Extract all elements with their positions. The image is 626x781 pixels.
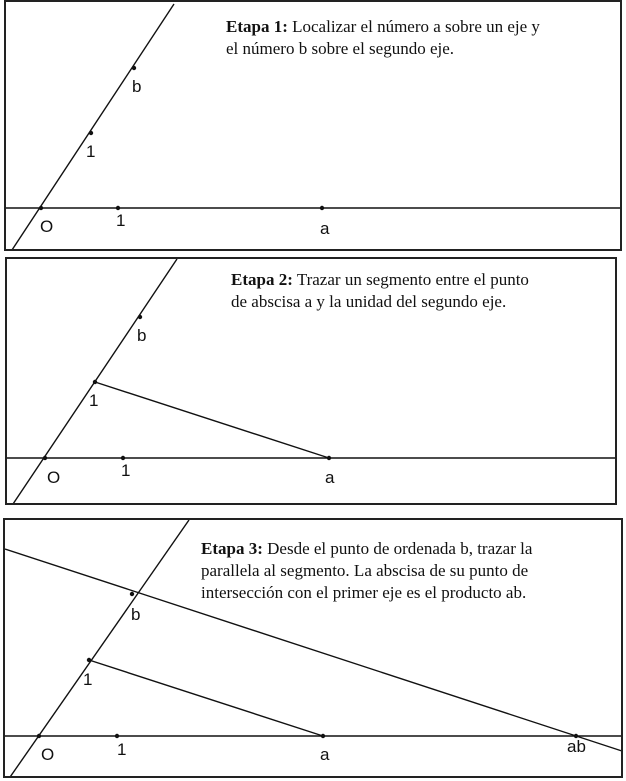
caption-line: parallela al segmento. La abscisa de su punto de [201, 561, 529, 580]
caption-line: Desde el punto de ordenada b, trazar la [262, 539, 533, 558]
point-a [320, 206, 324, 210]
caption-line: intersección con el primer eje es el producto ab. [201, 583, 527, 602]
step-1-panel [4, 0, 622, 251]
unit-point-y [89, 131, 93, 135]
b-label: b [131, 605, 141, 624]
a-label: a [320, 745, 330, 764]
origin-point [39, 206, 43, 210]
a-label: a [320, 219, 330, 238]
unit-x-label: 1 [117, 740, 127, 759]
origin-label: O [47, 468, 61, 487]
unit-y-label: 1 [86, 142, 96, 161]
segment-a-to-unit [89, 660, 323, 736]
step-1-caption [226, 16, 616, 60]
unit-point-y [87, 658, 91, 662]
second-axis [10, 4, 174, 251]
unit-point-y [93, 380, 97, 384]
origin-point [43, 456, 47, 460]
step-2-panel [5, 257, 617, 505]
step-title: Etapa 3: [201, 539, 263, 558]
origin-label: O [41, 745, 55, 764]
step-3-panel [3, 518, 623, 778]
point-b [130, 592, 134, 596]
unit-point-x [115, 734, 119, 738]
segment-a-to-unit [95, 382, 329, 458]
point-a [321, 734, 325, 738]
b-label: b [132, 77, 142, 96]
ab-label: ab [567, 737, 586, 756]
unit-x-label: 1 [116, 211, 126, 230]
unit-point-x [121, 456, 125, 460]
step-title: Etapa 2: [231, 270, 293, 289]
point-b [138, 315, 142, 319]
unit-x-label: 1 [121, 461, 131, 480]
step-2-caption [231, 269, 611, 313]
unit-point-x [116, 206, 120, 210]
point-a [327, 456, 331, 460]
caption-line: Localizar el número a sobre un eje y [287, 17, 540, 36]
caption-line: de abscisa a y la unidad del segundo eje. [231, 292, 507, 311]
a-label: a [325, 468, 335, 487]
unit-y-label: 1 [89, 391, 99, 410]
step-title: Etapa 1: [226, 17, 288, 36]
b-label: b [137, 326, 147, 345]
step-3-caption [201, 538, 621, 604]
caption-line: Trazar un segmento entre el punto [292, 270, 529, 289]
unit-y-label: 1 [83, 670, 93, 689]
point-b [132, 66, 136, 70]
origin-point [37, 734, 41, 738]
origin-label: O [40, 217, 54, 236]
caption-line: el número b sobre el segundo eje. [226, 39, 455, 58]
